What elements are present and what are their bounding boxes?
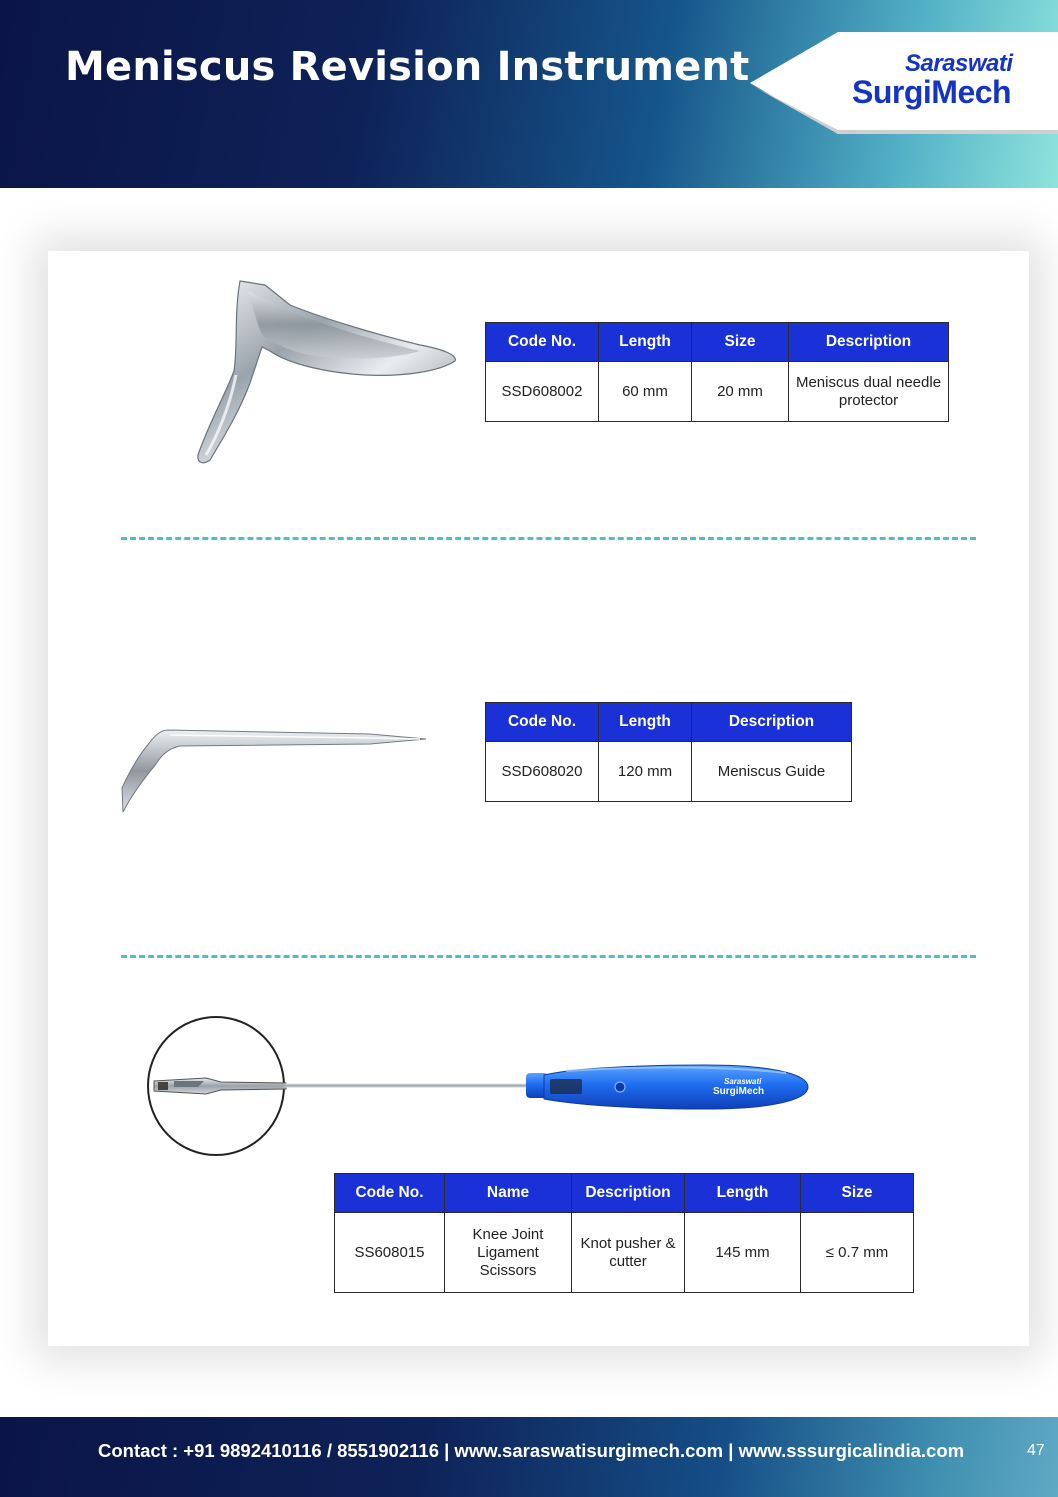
- column-header: Name: [445, 1174, 572, 1213]
- product-card: [48, 251, 1029, 1346]
- cell-length: 60 mm: [599, 362, 692, 422]
- handle-logo-line-2: SurgiMech: [713, 1086, 765, 1097]
- logo-line-2: SurgiMech: [852, 74, 1012, 110]
- table-header-row: [335, 1174, 914, 1213]
- contact-info: Contact : +91 9892410116 / 8551902116 | www.saraswatisurgimech.com | www.sssurgicalindia.com: [98, 1440, 965, 1461]
- table-row: [486, 742, 852, 802]
- column-header: Code No.: [486, 323, 599, 362]
- cell-description: Meniscus dual needle protector: [789, 362, 949, 422]
- column-header: Size: [692, 323, 789, 362]
- cell-name: Knee Joint Ligament Scissors: [445, 1213, 572, 1293]
- meniscus-guide-instrument-icon: [120, 726, 430, 816]
- cell-size: ≤ 0.7 mm: [801, 1213, 914, 1293]
- column-header: Length: [685, 1174, 801, 1213]
- column-header: Size: [801, 1174, 914, 1213]
- cell-description: Knot pusher & cutter: [572, 1213, 685, 1293]
- cell-size: 20 mm: [692, 362, 789, 422]
- cell-code: SS608015: [335, 1213, 445, 1293]
- column-header: Description: [572, 1174, 685, 1213]
- page-footer: [0, 1417, 1058, 1497]
- table-row: [335, 1213, 914, 1293]
- cell-length: 145 mm: [685, 1213, 801, 1293]
- cell-description: Meniscus Guide: [692, 742, 852, 802]
- spec-table-2: [485, 702, 852, 802]
- product-section-3: [48, 971, 1029, 1346]
- column-header: Code No.: [486, 703, 599, 742]
- dual-needle-protector-instrument-icon: [170, 275, 460, 470]
- cell-length: 120 mm: [599, 742, 692, 802]
- spec-table-1: [485, 322, 949, 422]
- spec-table-3: [334, 1173, 914, 1293]
- knot-pusher-cutter-instrument-icon: [146, 1015, 811, 1160]
- brand-logo[interactable]: [850, 48, 1030, 118]
- column-header: Length: [599, 323, 692, 362]
- table-header-row: [486, 703, 852, 742]
- handle-logo-line-1: Saraswati: [724, 1077, 762, 1086]
- cell-code: SSD608002: [486, 362, 599, 422]
- product-section-1: [48, 251, 1029, 531]
- section-divider: [121, 955, 976, 958]
- column-header: Code No.: [335, 1174, 445, 1213]
- logo-line-1: Saraswati: [905, 50, 1013, 77]
- page-title: Meniscus Revision Instrument: [65, 44, 750, 90]
- page-number: 47: [1027, 1442, 1045, 1459]
- section-divider: [121, 537, 976, 540]
- table-row: [486, 362, 949, 422]
- product-section-2: [48, 551, 1029, 951]
- cell-code: SSD608020: [486, 742, 599, 802]
- column-header: Length: [599, 703, 692, 742]
- column-header: Description: [692, 703, 852, 742]
- table-header-row: [486, 323, 949, 362]
- column-header: Description: [789, 323, 949, 362]
